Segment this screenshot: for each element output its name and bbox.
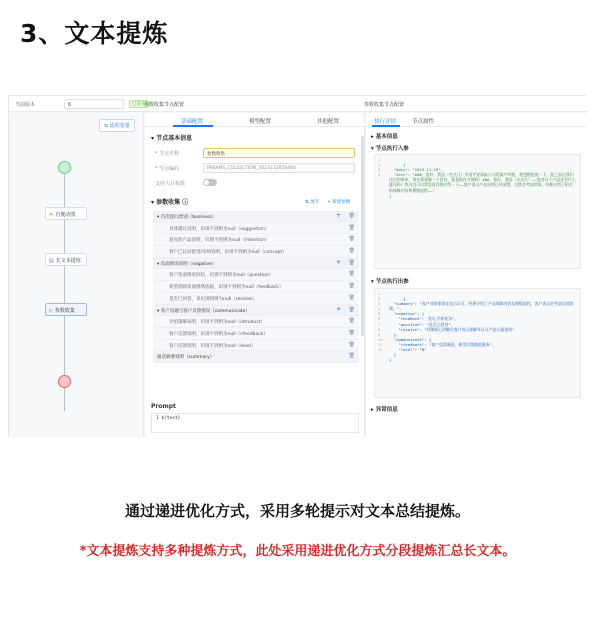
param-label: 具体建议说明，识别不到则为null（suggestion）: [169, 226, 270, 232]
param-label: 介绍策略说明，识别不到则为null（introduct）: [169, 320, 266, 326]
param-label: 客户反馈说明，识别不到则为null（level）: [169, 343, 256, 349]
version-label: 当前版本: [15, 102, 36, 108]
caption-note: *文本提炼支持多种提炼方式，此处采用递进优化方式分段提炼汇总长文本。: [79, 544, 516, 559]
param-list: [153, 211, 359, 363]
tab-execution-detail[interactable]: 执行详情: [374, 119, 397, 125]
right-panel-title: 参数收集节点配置: [364, 102, 405, 108]
add-param-icon[interactable]: +: [335, 212, 341, 219]
basic-section-title: ▾ 节点基本信息: [151, 135, 193, 142]
new-param-button[interactable]: + 新建参数: [327, 200, 351, 205]
delete-icon[interactable]: 🗑: [348, 306, 355, 313]
param-row[interactable]: [153, 234, 359, 246]
tab-other-config[interactable]: 其他配置: [317, 119, 340, 125]
param-row[interactable]: [153, 223, 359, 235]
param-row[interactable]: [153, 246, 359, 258]
param-label: 是否已回答，来识别到则为null（resolve）: [169, 296, 257, 302]
status-badge: 已发布: [129, 100, 149, 108]
node-name-input[interactable]: 参数收集: [203, 148, 355, 158]
config-panel: [145, 113, 365, 437]
delete-icon[interactable]: 🗑: [348, 248, 355, 255]
execution-tabs: [366, 113, 586, 127]
param-label: ▾ 首次提问类别（business）: [157, 215, 217, 220]
param-row[interactable]: [153, 340, 359, 352]
version-select[interactable]: 6: [64, 99, 124, 109]
delete-icon[interactable]: 🗑: [348, 213, 355, 219]
delete-icon[interactable]: 🗑: [348, 341, 355, 348]
delete-icon[interactable]: 🗑: [348, 259, 355, 266]
left-panel-title: 参数收集节点配置: [144, 102, 185, 108]
tab-basic-config[interactable]: 基础配置: [181, 119, 204, 125]
param-group-row[interactable]: [153, 258, 359, 270]
param-label: ▾ 客户沟通与客户反馈情况（communicate）: [157, 308, 250, 314]
basic-info-section[interactable]: ▸ 基本信息: [371, 134, 398, 140]
app-screenshot: [8, 95, 586, 437]
param-row[interactable]: [153, 293, 359, 305]
params-section-title: ▾ 参数收集 ⓘ: [151, 199, 189, 206]
execution-panel: [366, 113, 586, 437]
param-label: ▾ 负面情况说明（negative）: [157, 261, 217, 267]
param-label: 客户负面情况归结，识别不到则为null（question）: [169, 273, 274, 279]
page-heading: 3、文本提炼: [20, 19, 169, 48]
config-tabs: [145, 113, 365, 127]
delete-icon[interactable]: 🗑: [348, 236, 355, 243]
param-label: 客户已认同接受/采纳说明，识别不到则为null（concept）: [169, 250, 287, 256]
param-row[interactable]: [153, 328, 359, 340]
flow-node-1[interactable]: ✕ 自便动图: [45, 207, 87, 220]
delete-icon[interactable]: 🗑: [348, 329, 355, 336]
prompt-label: Prompt: [151, 403, 176, 410]
large-weight-toggle[interactable]: [203, 179, 217, 186]
delete-icon[interactable]: 🗑: [348, 271, 355, 278]
flow-canvas: [9, 113, 144, 437]
end-node-icon[interactable]: [58, 375, 71, 388]
toggle-label: 支持大计权数: [155, 181, 186, 187]
param-label: 意见的产品说明，识别不到则为null（intention）: [169, 238, 270, 244]
error-section[interactable]: ▸ 异常信息: [371, 407, 398, 413]
delete-icon[interactable]: 🗑: [348, 224, 355, 231]
caption-main: 通过递进优化方式，采用多轮提示对文本总结提炼。: [124, 502, 470, 520]
top-bar: [9, 96, 587, 112]
param-label: 希望消除负面情绪依据，识别不到则为null（feedback）: [169, 285, 284, 291]
output-json-text: { "summary": "客户对续保事宜表示认可，经理介绍了产品保障内容及理赔流程，客户表示会考虑后续续保。", "negative": { "feedback": "担心手续复杂", "question": "是否已回答", "resolve": "经理耐心讲解后客户表示理解并认可产品方案说明" }, "communicate": { "cfeedback": "客户反馈满意，接受后续跟进服务", "level": "B" } }: [389, 296, 574, 363]
param-group-row[interactable]: [153, 211, 359, 223]
param-group-row[interactable]: [153, 305, 359, 317]
output-section[interactable]: ▾ 节点执行出参: [371, 279, 409, 285]
input-section[interactable]: ▾ 节点执行入参: [371, 146, 409, 152]
prompt-editor[interactable]: 1 ${text}: [151, 413, 359, 433]
param-label: 通话摘要说明（summary）: [157, 355, 215, 361]
flow-node-3[interactable]: ▷ 参数收集: [45, 303, 87, 316]
node-icon: ▤: [49, 258, 54, 264]
param-group-row[interactable]: [153, 351, 359, 363]
flow-variable-button[interactable]: ⇆ 流程变量: [99, 119, 135, 132]
delete-icon[interactable]: 🗑: [348, 283, 355, 290]
delete-icon[interactable]: 🗑: [348, 318, 355, 325]
delete-icon[interactable]: 🗑: [348, 294, 355, 301]
param-row[interactable]: [153, 281, 359, 293]
flow-connector-line: [64, 161, 65, 411]
output-json-viewer[interactable]: 1 2 3 4 5 6 7 8 9 10 11 12 { "summary": "客户对续保事宜表示认可，经理介绍了产品保障内容及理赔流程，客户表示会考虑后续续保。", "negative": { "feedback": "担心手续复杂", "question": "是否已回答", "resolve": "经理耐心讲解后客户表示理解并认可产品方案说明" }, "communicate": { "cfeedback": "客户反馈满意，接受后续跟进服务", "level": "B" } }: [374, 288, 581, 398]
node-code-input[interactable]: PARAMS_COLLECTION_2023112859480: [203, 163, 355, 173]
add-param-icon[interactable]: +: [335, 305, 341, 313]
name-label: * 节点名称: [155, 151, 180, 157]
config-scrollbar[interactable]: [361, 136, 364, 336]
node-icon: ✕: [49, 212, 54, 218]
param-row[interactable]: [153, 316, 359, 328]
tab-model-config[interactable]: 模型配置: [249, 119, 272, 125]
start-node-icon[interactable]: [58, 161, 71, 174]
param-label: 客户反馈说明，识别不到则为null（cfeedback）: [169, 331, 268, 337]
delete-icon[interactable]: 🗑: [348, 353, 355, 360]
input-json-viewer[interactable]: 1 2 3 4 { "date": "2023-11-29", "text": "###，您好，我是（在这儿）中国平安保险公司的客户经理，我想跟您说一下，您之前在我们这边的保单，现在需要做一个回访，您看现在方便吗？###，您好，我是（在这儿）……您对这个产品还有什么疑问吗？我这边可以帮您再详细介绍一下……客户表示产品说明已经清楚，后续会考虑续保，经理介绍了相关的保障内容和理赔流程……" }: [374, 154, 581, 269]
add-param-icon[interactable]: +: [335, 258, 341, 266]
code-label: * 节点编码: [155, 166, 180, 172]
active-tab-underline: [372, 125, 400, 127]
param-row[interactable]: [153, 269, 359, 281]
flow-node-2[interactable]: ▤ 长文本提炼: [45, 253, 87, 266]
input-json-text: { "date": "2023-11-29", "text": "###，您好，我是（在这儿）中国平安保险公司的客户经理，我想跟您说一下，您之前在我们这边的保单，现在需要做一个回访，您看现在方便吗？###，您好，我是（在这儿）……您对这个产品还有什么疑问吗？我这边可以帮您再详细介绍一下……客户表示产品说明已经清楚，后续会考虑续保，经理介绍了相关的保障内容和理赔流程……" }: [389, 162, 576, 198]
tab-node-properties[interactable]: 节点属性: [412, 119, 435, 125]
active-tab-underline: [173, 125, 213, 127]
node-icon: ▷: [49, 308, 53, 314]
expand-button[interactable]: ⇅ 展开: [305, 200, 320, 205]
